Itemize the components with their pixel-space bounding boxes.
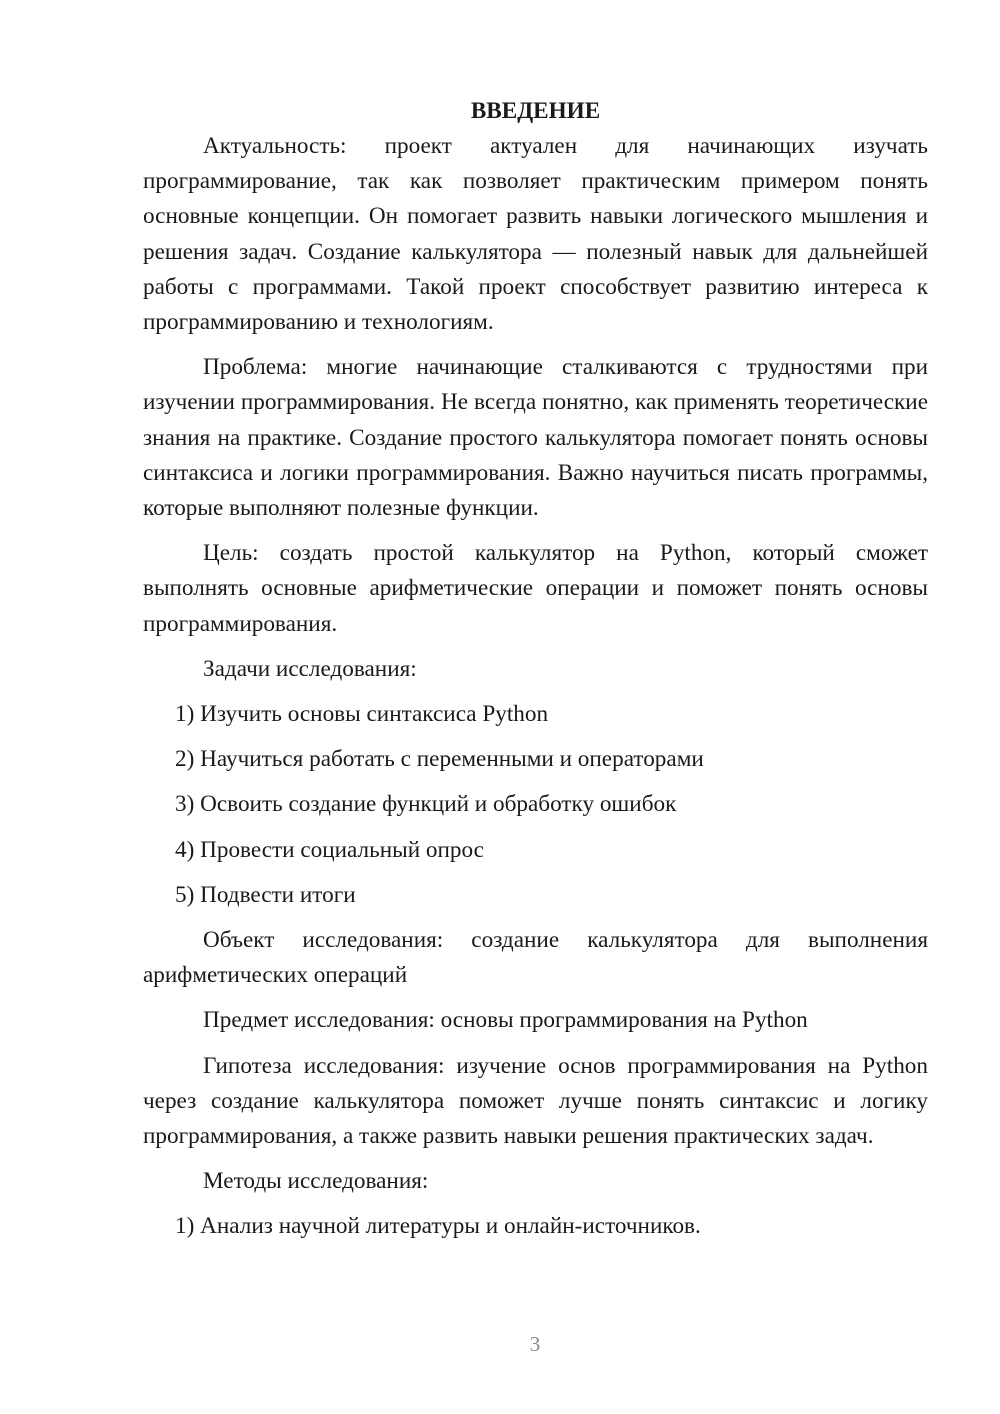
paragraph-problem: Проблема: многие начинающие сталкиваются с трудностями при изучении программирования. Не всегда понятно, как применять теоретические знания на практике. Создание простого калькулятора помогает понять основы синтаксиса и логики программирования. Важно научиться писать программы, которые выполняют полезные функции. [143,354,928,522]
task-item: 2) Научиться работать с переменными и операторами [175,746,704,773]
paragraph-subject: Предмет исследования: основы программирования на Python [203,1007,808,1034]
page-title: ВВЕДЕНИЕ [470,98,601,124]
method-item: 1) Анализ научной литературы и онлайн-источников. [175,1213,701,1240]
tasks-heading: Задачи исследования: [203,655,417,682]
task-item: 4) Провести социальный опрос [175,836,484,863]
paragraph-goal: Цель: создать простой калькулятор на Python, который сможет выполнять основные арифметические операции и поможет понять основы программирования. [143,540,928,637]
task-item: 5) Подвести итоги [175,881,356,908]
tasks-list [143,697,928,913]
paragraph-hypothesis: Гипотеза исследования: изучение основ программирования на Python через создание калькулятора поможет лучше понять синтаксис и логику программирования, а также развить навыки решения практических задач. [143,1052,928,1150]
paragraph-relevance: Актуальность: проект актуален для начинающих изучать программирование, так как позволяет практическим примером понять основные концепции. Он помогает развить навыки логического мышления и решения задач. Создание калькулятора — полезный навык для дальнейшей работы с программами. Такой проект способствует развитию интереса к программированию и технологиям. [143,133,928,336]
paragraph-object: Объект исследования: создание калькулятора для выполнения арифметических операций [143,927,928,989]
page-number: 3 [529,1332,541,1356]
methods-heading: Методы исследования: [203,1168,429,1195]
methods-list [143,1209,928,1244]
task-item: 1) Изучить основы синтаксиса Python [175,701,549,728]
page-content [143,94,928,1255]
task-item: 3) Освоить создание функций и обработку ошибок [175,791,677,818]
